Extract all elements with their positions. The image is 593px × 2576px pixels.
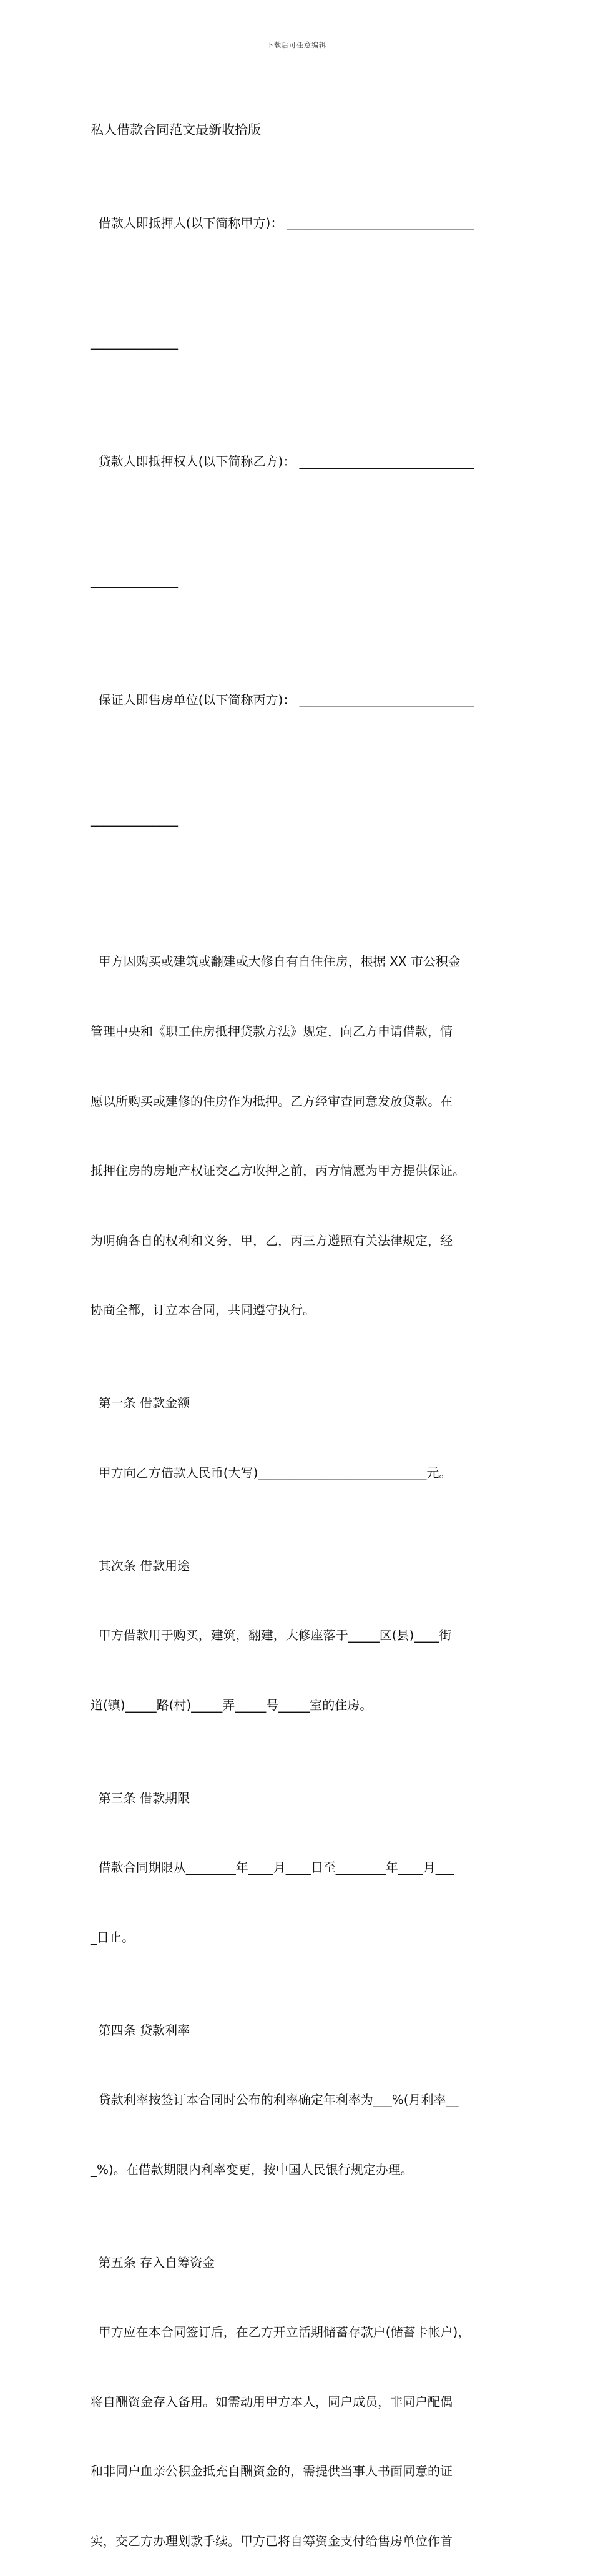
article-text-line: 实，交乙方办理划款手续。甲方已将自筹资金支付给售房单位作首 — [91, 2533, 453, 2549]
article-text-line: 和非同户血亲公积金抵充自酬资金的，需提供当事人书面同意的证 — [91, 2464, 453, 2479]
article-text-line: 将自酬资金存入备用。如需动用甲方本人，同户成员，非同户配偶 — [91, 2394, 453, 2409]
intro-line: 协商全都，订立本合同，共同遵守执行。 — [91, 1302, 315, 1318]
article-text-line: 甲方借款用于购买，建筑，翻建，大修座落于_____区(县)____街 — [91, 1628, 452, 1643]
article-text-line: 甲方向乙方借款人民币(大写)___________________________元。 — [91, 1465, 452, 1480]
article-heading: 第四条 贷款利率 — [91, 2022, 190, 2038]
party-borrower-line: 借款人即抵押人(以下简称甲方)： ______________________________ — [91, 215, 474, 231]
intro-line: 管理中央和《职工住房抵押贷款方法》规定，向乙方申请借款，情 — [91, 1024, 453, 1039]
article-heading: 第三条 借款期限 — [91, 1790, 190, 1806]
party-guarantor-line: 保证人即售房单位(以下简称丙方)： ____________________________ — [91, 692, 474, 708]
article-heading: 第五条 存入自筹资金 — [91, 2254, 215, 2270]
article-text-line: 借款合同期限从________年____月____日至________年____月___ — [91, 1860, 454, 1875]
article-text-line: 贷款利率按签订本合同时公布的利率确定年利率为___%(月利率__ — [91, 2092, 459, 2108]
intro-line: 为明确各自的权利和义务，甲，乙，丙三方遵照有关法律规定，经 — [91, 1232, 453, 1248]
intro-line: 愿以所购买或建修的住房作为抵押。乙方经审查同意发放贷款。在 — [91, 1093, 453, 1109]
article-text-line: _日止。 — [91, 1929, 134, 1945]
party-lender-line-cont: ______________ — [91, 573, 178, 589]
article-text-line: 甲方应在本合同签订后，在乙方开立活期储蓄存款户(储蓄卡帐户)， — [91, 2324, 471, 2340]
document-title: 私人借款合同范文最新收拾版 — [91, 122, 261, 138]
intro-line: 甲方因购买或建筑或翻建或大修自有自住住房，根据 XX 市公积金 — [91, 954, 461, 970]
intro-line: 抵押住房的房地产权证交乙方收押之前，丙方情愿为甲方提供保证。 — [91, 1163, 465, 1179]
document-body — [91, 72, 507, 2576]
header-note: 下载后可任意编辑 — [267, 41, 326, 49]
party-borrower-line-cont: ______________ — [91, 335, 178, 350]
article-heading: 其次条 借款用途 — [91, 1558, 190, 1573]
party-lender-line: 贷款人即抵押权人(以下简称乙方)： ____________________________ — [91, 454, 474, 469]
article-text-line: 道(镇)_____路(村)_____弄_____号_____室的住房。 — [91, 1697, 373, 1713]
party-guarantor-line-cont: ______________ — [91, 812, 178, 827]
article-heading: 第一条 借款金额 — [91, 1395, 190, 1411]
article-text-line: _%)。在借款期限内利率变更，按中国人民银行规定办理。 — [91, 2161, 413, 2177]
